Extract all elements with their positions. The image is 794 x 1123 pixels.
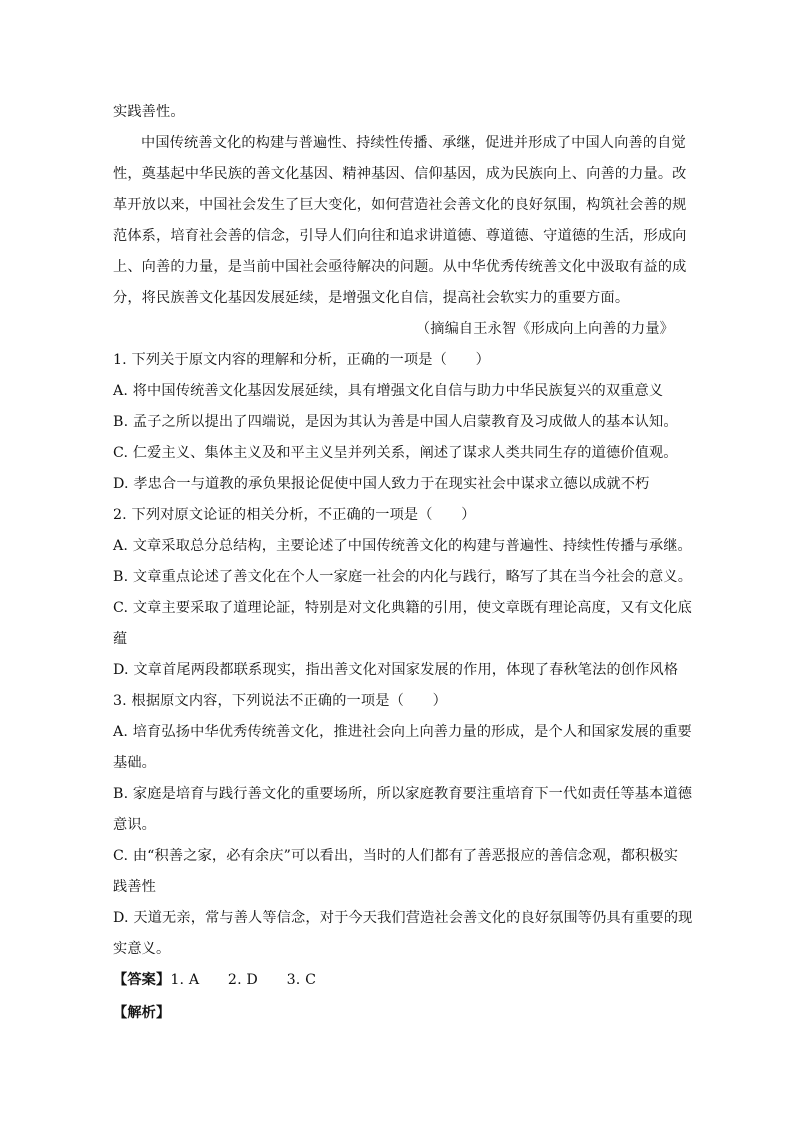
passage-line: 范体系，培育社会善的信念，引导人们向往和追求讲道德、尊道德、守道德的生活，形成向: [113, 228, 687, 244]
answer-line: [113, 970, 316, 990]
question-1-option-a: A. 将中国传统善文化基因发展延续，具有增强文化自信与助力中华民族复兴的双重意义: [113, 383, 664, 399]
question-3-option-a: A. 培育弘扬中华优秀传统善文化，推进社会向上向善力量的形成，是个人和国家发展的重要: [113, 724, 692, 740]
question-3-option-c: C. 由“积善之家，必有余庆”可以看出，当时的人们都有了善恶报应的善信念观，都积极实: [113, 848, 679, 864]
source-citation: （摘编自王永智《形成向上向善的力量》: [415, 321, 674, 337]
question-3-stem: 3. 根据原文内容，下列说法不正确的一项是（ ）: [113, 693, 447, 709]
question-3-option-a-cont: 基础。: [113, 755, 157, 771]
question-3-option-d: D. 天道无亲，常与善人等信念，对于今天我们营造社会善文化的良好氛围等仍具有重要的现: [113, 910, 693, 926]
answer-label: 【答案】: [113, 972, 171, 988]
question-1-option-d: D. 孝忠合一与道教的承负果报论促使中国人致力于在现实社会中谋求立德以成就不朽: [113, 476, 650, 492]
question-1-stem: 1. 下列关于原文内容的理解和分析，正确的一项是（ ）: [113, 352, 490, 368]
passage-line: 革开放以来，中国社会发生了巨大变化，如何营造社会善文化的良好氛围，构筑社会善的规: [113, 197, 687, 213]
question-2-option-c-cont: 蕴: [113, 631, 128, 647]
question-2-option-d: D. 文章首尾两段都联系现实，指出善文化对国家发展的作用，体现了春秋笔法的创作风格: [113, 662, 679, 678]
passage-line: 上、向善的力量，是当前中国社会亟待解决的问题。从中华优秀传统善文化中汲取有益的成: [113, 259, 687, 275]
question-2-stem: 2. 下列对原文论证的相关分析，不正确的一项是（ ）: [113, 507, 476, 523]
passage-paragraph-start: 中国传统善文化的构建与普遍性、持续性传播、承继，促进并形成了中国人向善的自觉: [141, 135, 686, 151]
question-2-option-c: C. 文章主要采取了道理论証，特别是对文化典籍的引用，使文章既有理论高度，又有文化底: [113, 600, 692, 616]
question-1-option-b: B. 孟子之所以提出了四端说，是因为其认为善是中国人启蒙教育及习成做人的基本认知。: [113, 414, 678, 430]
question-3-option-d-cont: 实意义。: [113, 941, 171, 957]
analysis-label: 【解析】: [113, 1005, 171, 1021]
answer-text: 1. A 2. D 3. C: [170, 972, 317, 988]
passage-line: 性，奠基起中华民族的善文化基因、精神基因、信仰基因，成为民族向上、向善的力量。改: [113, 166, 687, 182]
passage-line: 实践善性。: [113, 104, 185, 120]
question-2-option-b: B. 文章重点论述了善文化在个人一家庭一社会的内化与践行，略写了其在当今社会的意义。: [113, 569, 693, 585]
question-1-option-c: C. 仁爱主义、集体主义及和平主义呈并列关系，阐述了谋求人类共同生存的道德价值观。: [113, 445, 678, 461]
question-3-option-b-cont: 意识。: [113, 817, 157, 833]
question-2-option-a: A. 文章采取总分总结构，主要论述了中国传统善文化的构建与普遍性、持续性传播与承继。: [113, 538, 692, 554]
passage-line: 分，将民族善文化基因发展延续，是增强文化自信，提高社会软实力的重要方面。: [113, 290, 630, 306]
question-3-option-b: B. 家庭是培育与践行善文化的重要场所，所以家庭教育要注重培育下一代如责任等基本道德: [113, 786, 693, 802]
question-3-option-c-cont: 践善性: [113, 879, 157, 895]
